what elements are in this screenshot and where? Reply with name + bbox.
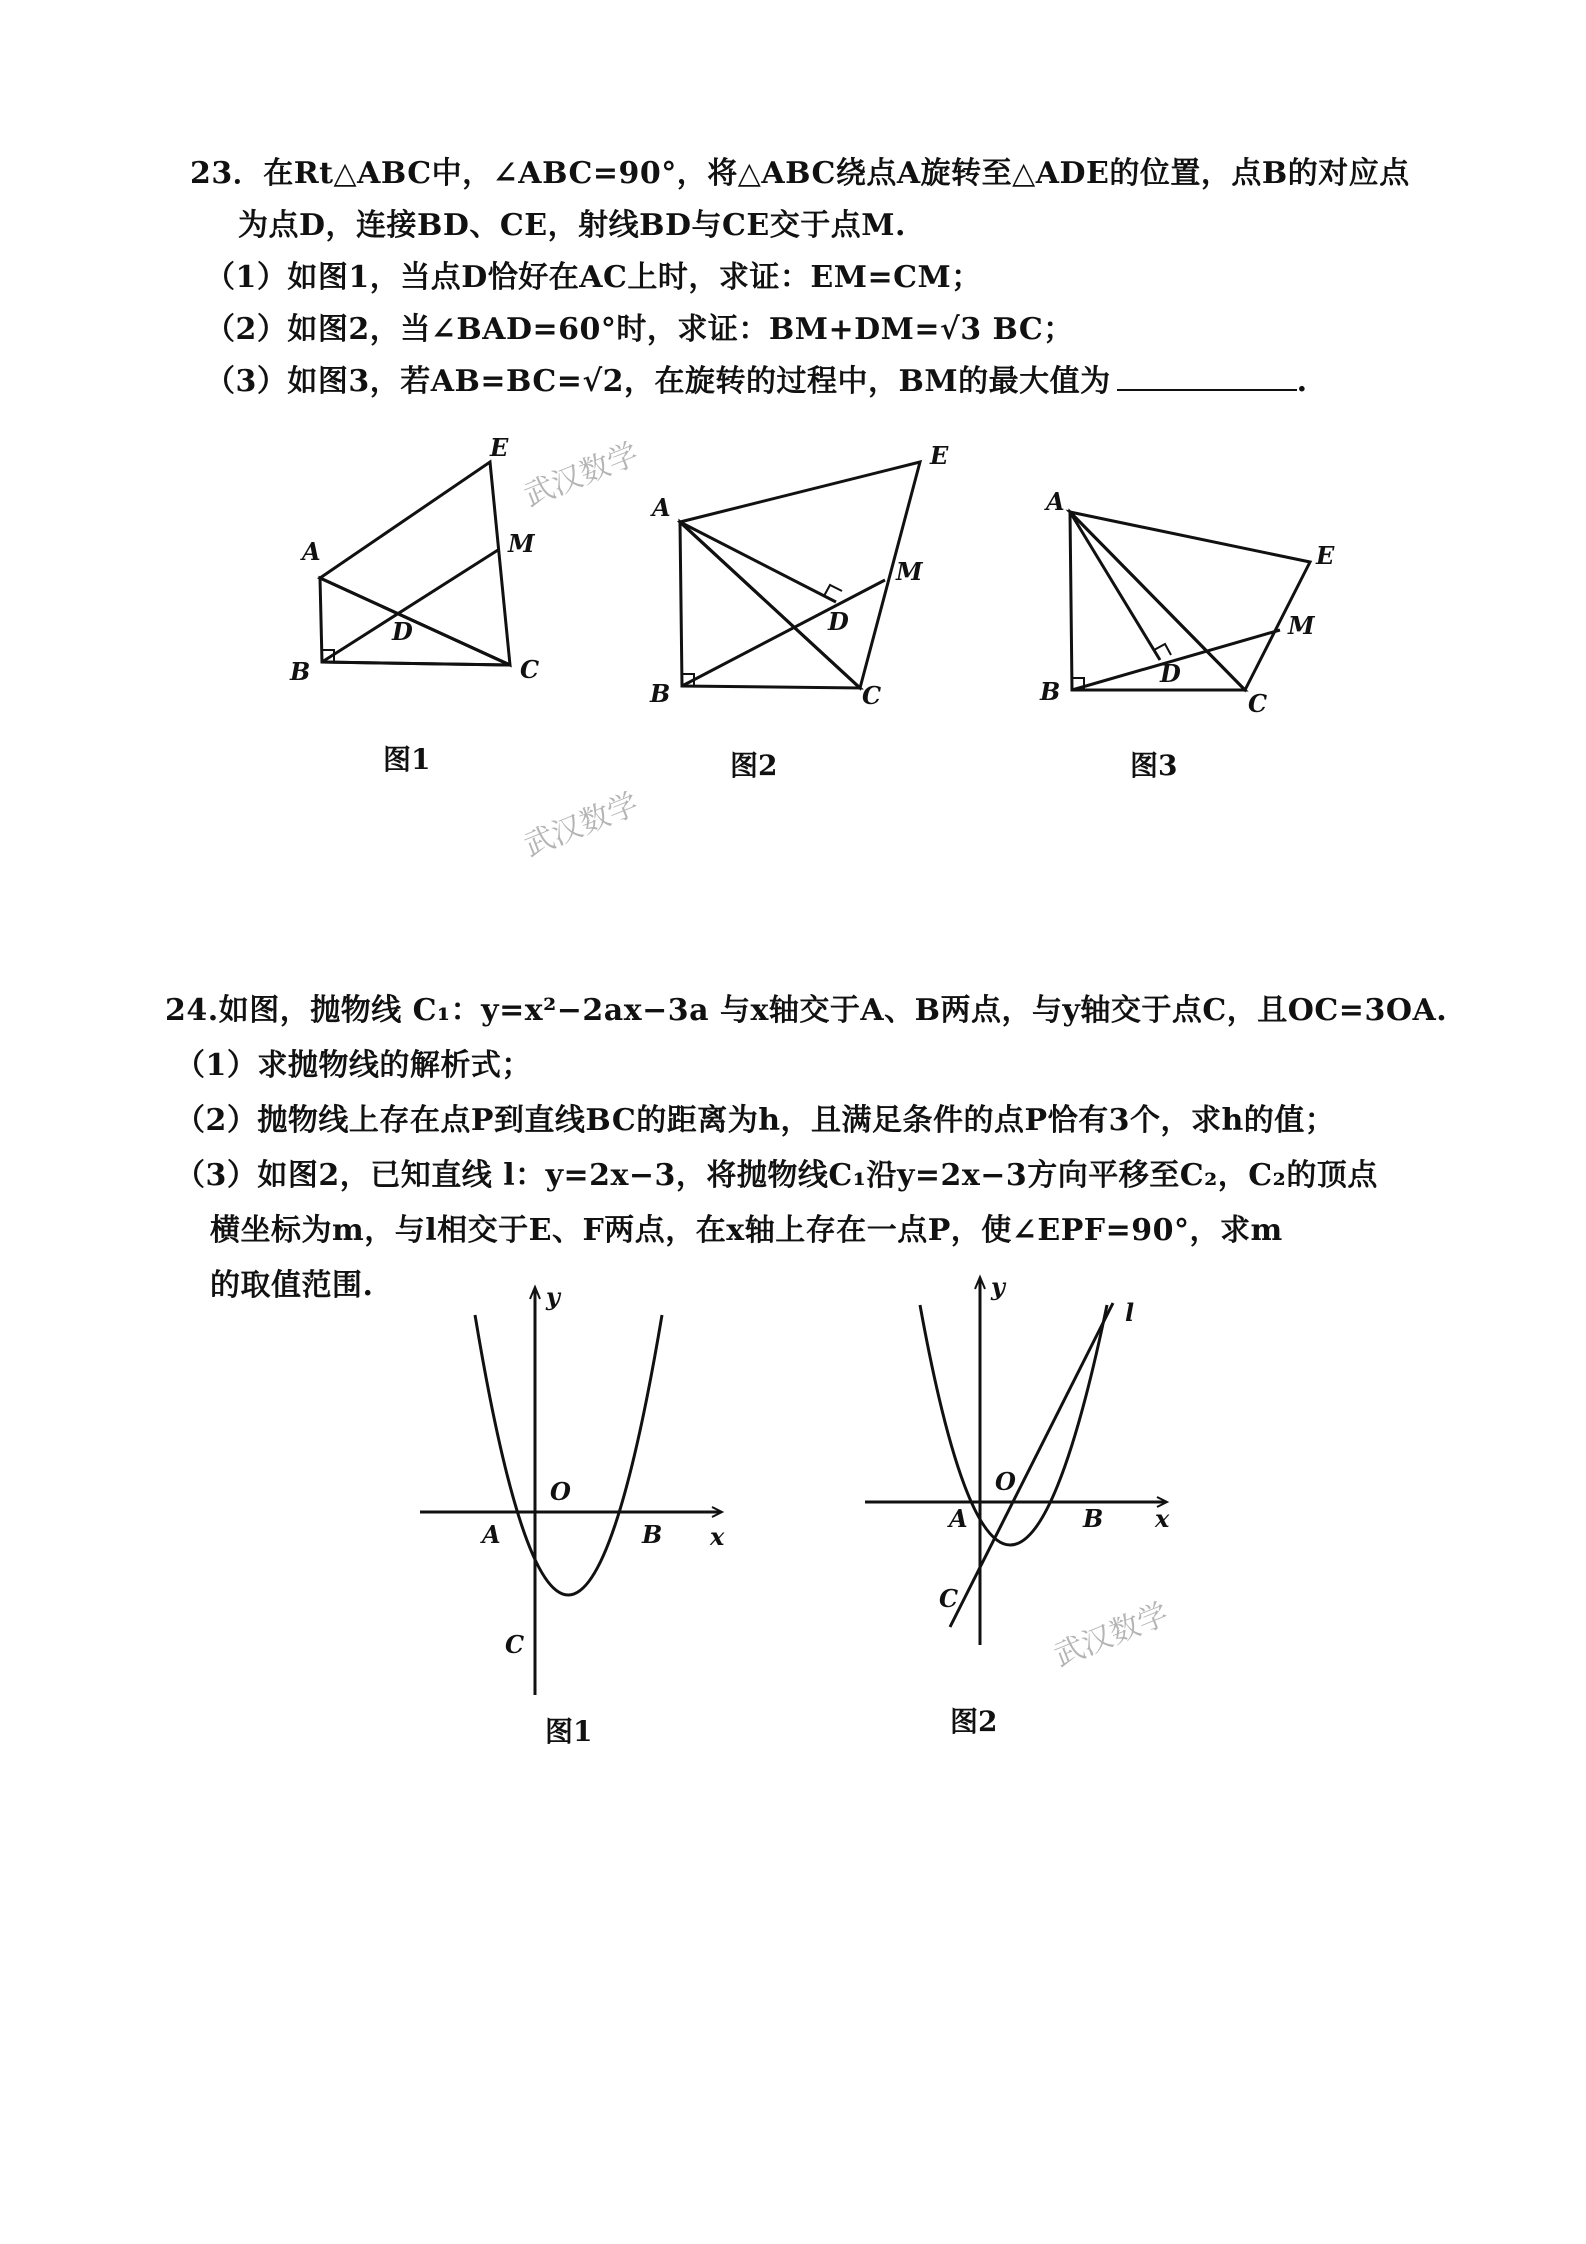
fig2-label-M: M [896,557,923,586]
q24-fig1-label-A: A [482,1520,501,1549]
q24-fig1-caption: 图1 [545,1715,593,1748]
q23-part3-end: . [1296,364,1308,399]
watermark-3: 武汉数学 [1049,1596,1174,1674]
q23-stem-line2: 为点D，连接BD、CE，射线BD与CE交于点M. [238,208,906,243]
q23-part3-text: （3）如图3，若AB=BC=√2，在旋转的过程中，BM的最大值为 [205,364,1111,399]
q24-fig1-label-O: O [550,1477,571,1506]
fig3-label-A: A [1046,487,1065,516]
q24-part3-line3: 的取值范围. [210,1268,374,1303]
fig2-label-B: B [650,679,671,708]
fig1-label-A: A [302,537,321,566]
watermark-2: 武汉数学 [519,786,644,864]
q23-figure-1 [280,433,540,700]
q23-figure-3 [1020,487,1340,720]
q24-fig2-label-C: C [939,1584,959,1613]
fig3-label-E: E [1316,541,1335,570]
q24-part1: （1）求抛物线的解析式； [175,1048,532,1083]
q23-stem-line1: 23．在Rt△ABC中，∠ABC=90°，将△ABC绕点A旋转至△ADE的位置，点B的对应点 [190,156,1410,191]
q24-fig2-label-B: B [1083,1504,1104,1533]
q23-part1: （1）如图1，当点D恰好在AC上时，求证：EM=CM； [205,260,982,295]
q24-fig1-label-x: x [710,1522,725,1551]
answer-blank [1117,389,1297,391]
q24-fig2-label-y: y [991,1272,1005,1301]
q24-stem: 24.如图，抛物线 C₁：y=x²−2ax−3a 与x轴交于A、B两点，与y轴交于点C，且OC=3OA. [165,993,1448,1028]
fig3-label-M: M [1288,611,1315,640]
q24-fig1-label-y: y [546,1282,560,1311]
q24-part2: （2）抛物线上存在点P到直线BC的距离为h，且满足条件的点P恰有3个，求h的值； [175,1103,1336,1138]
q23-part2: （2）如图2，当∠BAD=60°时，求证：BM+DM=√3 BC； [205,312,1074,347]
fig2-label-D: D [828,607,849,636]
fig2-label-C: C [862,681,882,710]
fig1-label-B: B [290,657,311,686]
q24-fig2-label-x: x [1155,1504,1170,1533]
q24-part3-line1: （3）如图2，已知直线 l：y=2x−3，将抛物线C₁沿y=2x−3方向平移至C₂，C₂的顶点 [175,1158,1378,1193]
q24-fig1-label-B: B [642,1520,663,1549]
watermark-1: 武汉数学 [519,436,644,514]
q24-figure-1 [410,1275,740,1705]
q24-part3-line2: 横坐标为m，与l相交于E、F两点，在x轴上存在一点P，使∠EPF=90°，求m [210,1213,1283,1248]
q23-fig2-caption: 图2 [730,749,778,782]
q24-fig2-caption: 图2 [950,1705,998,1738]
q24-fig2-label-l: l [1125,1298,1135,1327]
fig2-label-E: E [930,441,949,470]
q23-fig3-caption: 图3 [1130,749,1178,782]
q23-figure-2 [640,440,960,710]
q23-part3 [205,356,1308,400]
q23-fig1-caption: 图1 [383,743,431,776]
q24-fig1-label-C: C [505,1630,525,1659]
fig1-label-C: C [520,655,540,684]
fig3-label-C: C [1248,689,1268,718]
fig3-label-D: D [1160,659,1181,688]
fig1-label-M: M [508,529,535,558]
fig2-label-A: A [652,493,671,522]
q24-fig2-label-A: A [949,1504,968,1533]
fig3-label-B: B [1040,677,1061,706]
fig1-label-D: D [392,617,413,646]
q24-fig2-label-O: O [995,1467,1016,1496]
fig1-label-E: E [490,433,509,462]
